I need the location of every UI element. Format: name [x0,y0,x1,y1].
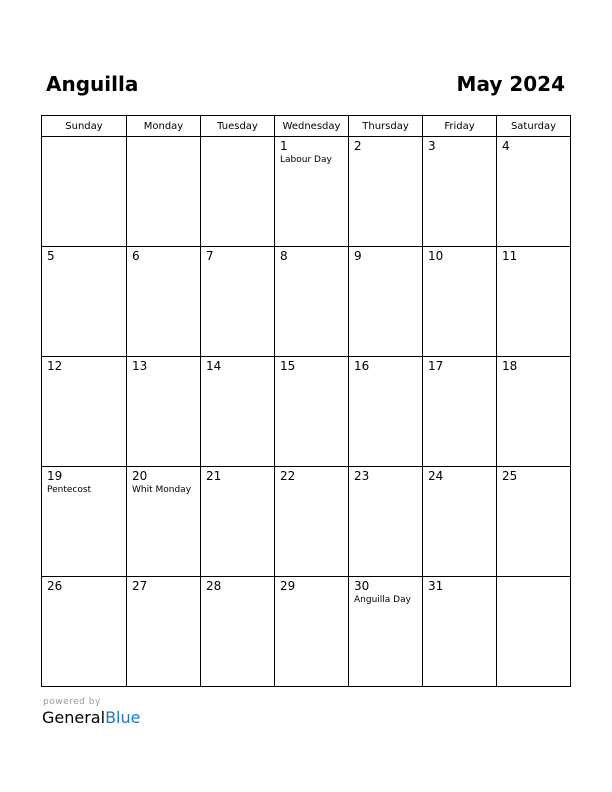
day-cell [127,247,201,357]
weekday-header: Sunday [42,116,127,137]
day-cell [127,577,201,687]
day-number: 31 [428,579,444,593]
day-number: 2 [354,139,362,153]
logo-general: General [42,708,106,727]
day-cell [349,467,423,577]
weekday-header-row [42,116,571,137]
day-number: 16 [354,359,370,373]
weekday-header: Friday [423,116,497,137]
day-cell [423,467,497,577]
country-title: Anguilla [46,72,139,96]
day-cell [275,247,349,357]
day-number: 26 [47,579,63,593]
month-title: May 2024 [456,72,565,96]
logo-blue: Blue [105,708,141,727]
day-number: 24 [428,469,444,483]
day-number: 17 [428,359,444,373]
empty-cell [42,137,127,247]
day-cell [349,137,423,247]
day-cell [423,357,497,467]
day-number: 30 [354,579,370,593]
day-cell [42,577,127,687]
day-number: 1 [280,139,288,153]
day-number: 21 [206,469,222,483]
week-row [42,247,571,357]
day-cell [127,467,201,577]
day-number: 18 [502,359,518,373]
day-cell [423,577,497,687]
week-row [42,467,571,577]
day-cell [497,467,571,577]
day-number: 9 [354,249,362,263]
day-cell [42,247,127,357]
day-number: 13 [132,359,148,373]
day-cell [42,357,127,467]
day-cell [349,357,423,467]
calendar-grid [41,115,571,687]
day-number: 25 [502,469,518,483]
day-cell [275,467,349,577]
day-cell [349,247,423,357]
day-number: 7 [206,249,214,263]
empty-cell [127,137,201,247]
day-cell [497,247,571,357]
day-number: 28 [206,579,222,593]
holiday-label: Whit Monday [132,485,192,495]
weekday-header: Wednesday [275,116,349,137]
weekday-header: Monday [127,116,201,137]
day-number: 4 [502,139,510,153]
day-number: 8 [280,249,288,263]
day-number: 3 [428,139,436,153]
empty-cell [201,137,275,247]
day-cell [275,137,349,247]
day-number: 23 [354,469,370,483]
day-cell [275,357,349,467]
day-number: 20 [132,469,148,483]
holiday-label: Labour Day [280,155,332,165]
day-cell [349,577,423,687]
weekday-header: Thursday [349,116,423,137]
day-number: 19 [47,469,63,483]
day-cell [423,137,497,247]
powered-by-label: powered by [43,697,101,707]
day-number: 5 [47,249,55,263]
day-number: 14 [206,359,222,373]
day-number: 10 [428,249,444,263]
day-cell [127,357,201,467]
day-number: 15 [280,359,296,373]
day-cell [201,357,275,467]
day-number: 6 [132,249,140,263]
week-row [42,357,571,467]
holiday-label: Pentecost [47,485,92,495]
day-number: 12 [47,359,63,373]
day-cell [275,577,349,687]
day-cell [423,247,497,357]
day-cell [201,577,275,687]
day-cell [201,247,275,357]
week-row [42,137,571,247]
weekday-header: Tuesday [201,116,275,137]
day-cell [497,357,571,467]
day-number: 11 [502,249,518,263]
weekday-header: Saturday [497,116,571,137]
day-number: 22 [280,469,296,483]
day-number: 29 [280,579,296,593]
empty-cell [497,577,571,687]
holiday-label: Anguilla Day [354,595,411,605]
day-cell [42,467,127,577]
week-row [42,577,571,687]
day-cell [201,467,275,577]
generalblue-logo[interactable] [42,708,140,727]
day-cell [497,137,571,247]
day-number: 27 [132,579,148,593]
